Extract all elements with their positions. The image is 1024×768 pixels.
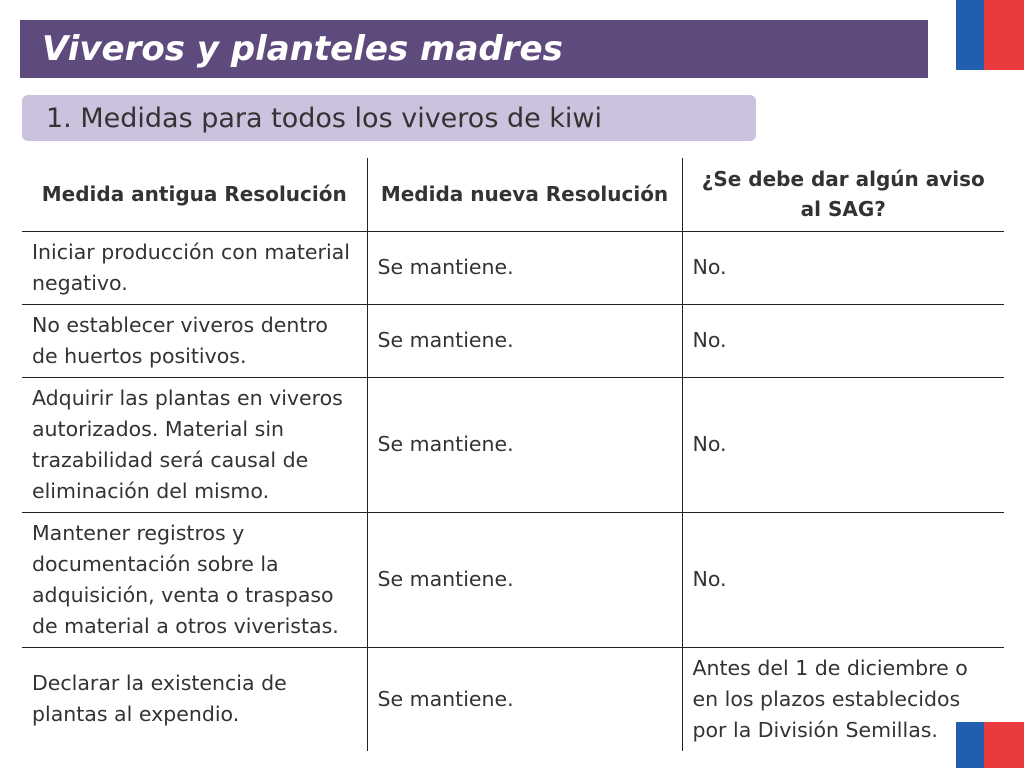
- table-header-row: [22, 158, 1004, 231]
- cell-new-measure: Se mantiene.: [367, 231, 682, 304]
- header-new-measure: Medida nueva Resolución: [367, 158, 682, 231]
- flag-decoration-top: [956, 0, 1024, 70]
- cell-sag-notice: No.: [682, 231, 1004, 304]
- cell-sag-notice: No.: [682, 304, 1004, 377]
- cell-sag-notice: Antes del 1 de diciembre o en los plazos establecidos por la División Semillas.: [692, 655, 968, 742]
- table-row: [22, 304, 1004, 377]
- cell-new-measure: Se mantiene.: [367, 377, 682, 512]
- measures-table: [22, 158, 1004, 751]
- header-old-measure: Medida antigua Resolución: [22, 158, 367, 231]
- flag-red-stripe: [984, 0, 1024, 70]
- slide-subtitle: 1. Medidas para todos los viveros de kiwi: [46, 102, 603, 134]
- table-row: [22, 512, 1004, 647]
- cell-old-measure: Adquirir las plantas en viveros autorizados. Material sin trazabilidad será causal de eliminación del mismo.: [22, 377, 367, 512]
- title-bar: [20, 20, 928, 78]
- cell-new-measure: Se mantiene.: [367, 647, 682, 751]
- cell-new-measure: Se mantiene.: [367, 512, 682, 647]
- slide-title: Viveros y planteles madres: [42, 29, 563, 69]
- flag-blue-stripe: [956, 0, 984, 70]
- cell-old-measure: Mantener registros y documentación sobre la adquisición, venta o traspaso de material a otros viveristas.: [22, 512, 367, 647]
- cell-sag-notice: No.: [682, 512, 1004, 647]
- table-row: [22, 377, 1004, 512]
- cell-new-measure: Se mantiene.: [367, 304, 682, 377]
- cell-old-measure: Declarar la existencia de plantas al expendio.: [22, 647, 367, 751]
- cell-old-measure: No establecer viveros dentro de huertos positivos.: [22, 304, 367, 377]
- table-row: [22, 231, 1004, 304]
- header-sag-notice: ¿Se debe dar algún aviso al SAG?: [682, 158, 1004, 231]
- cell-old-measure: Iniciar producción con material negativo.: [22, 231, 367, 304]
- table-row: [22, 647, 1004, 751]
- cell-sag-notice: No.: [682, 377, 1004, 512]
- subtitle-bar: [22, 95, 756, 141]
